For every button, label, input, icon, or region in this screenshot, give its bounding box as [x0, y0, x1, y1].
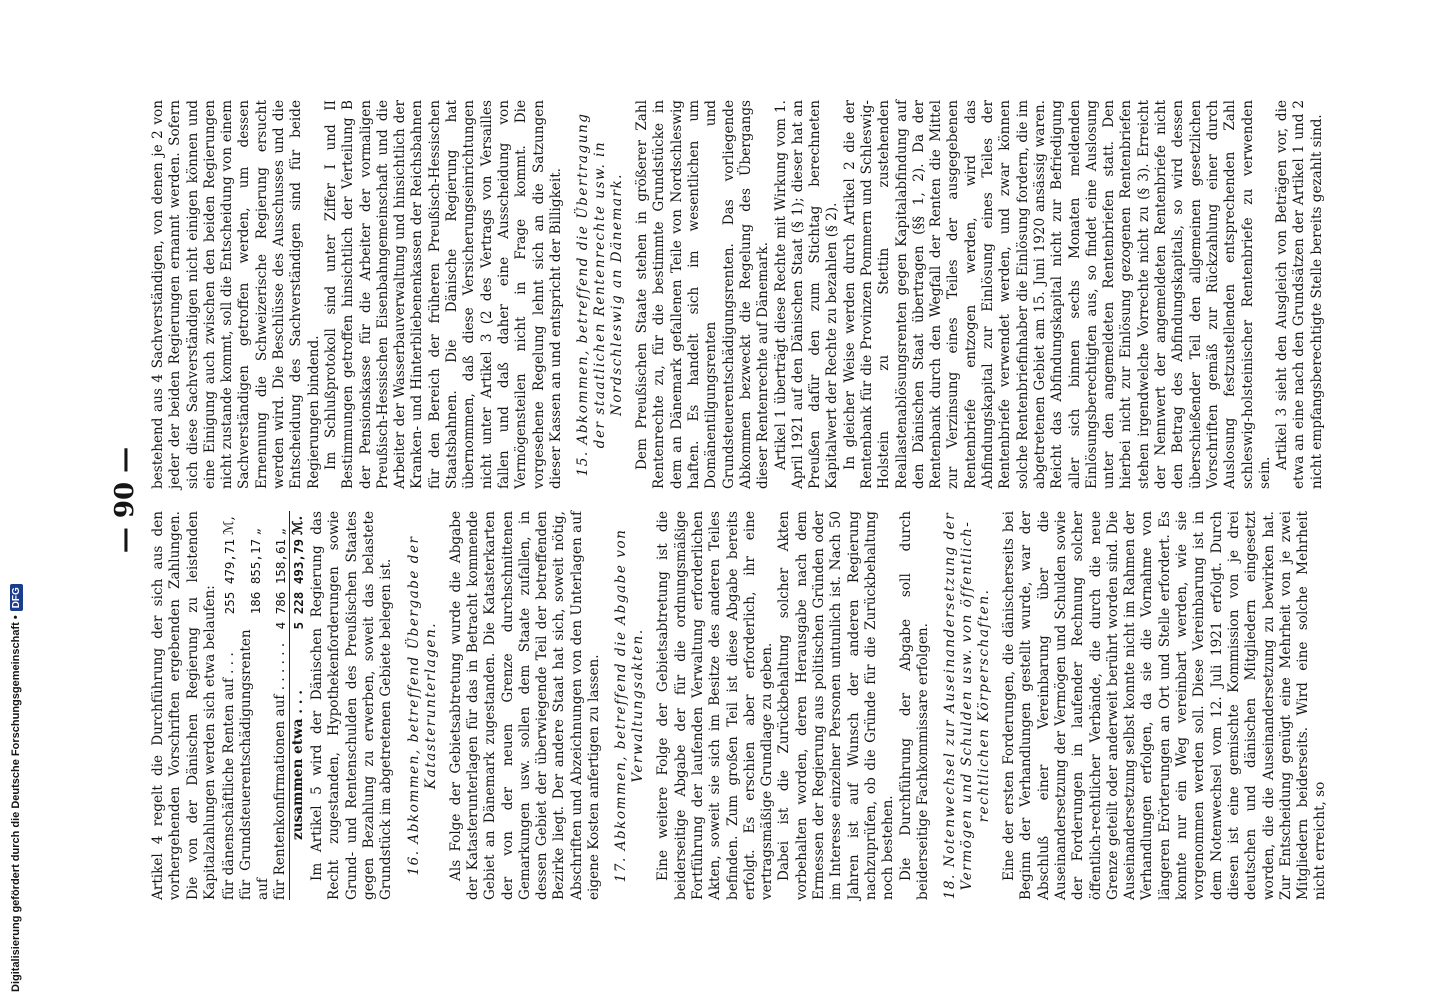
section-title-18: 18. Notenwechsel zur Auseinandersetzung der Vermögen und Schulden usw. von öffentlich-rechtlichen Körperschaften. — [942, 511, 993, 900]
total-unit: ℳ. — [290, 511, 308, 539]
dfg-logo-icon: DFG — [10, 584, 23, 611]
footer-text: Digitalisierung gefördert durch die Deutsche Forschungsgemeinschaft • — [10, 615, 22, 992]
payment-amount: 186 855,17 — [247, 539, 263, 615]
paragraph: In gleicher Weise werden durch Artikel 2 die der Rentenbank für die Provinzen Pommern und Schleswig-Holstein zu Stettin zustehenden Reallastenablösungsrenten gegen Kapitalabfindung auf den Dänischen Staat übertragen (§§ 1, 2). Da der Rentenbank durch den Wegfall der Renten die Mittel zur Verzinsung eines Teiles der ausgegebenen Rentenbriefe entzogen werden, wird das Abfindungskapital zur Einlösung eines Teiles der Rentenbriefe verwendet werden, und zwar können solche Rentenbriefinhaber die Einlösung fordern, die im abgetretenen Gebiet am 15. Juni 1920 ansässig waren. Reicht das Abfindungskapital nicht zur Befriedigung aller sich binnen sechs Monaten meldenden Einlösungsberechtigten aus, so findet eine Auslosung unter den angemeldeten Rentenbriefen statt. Den hierbei nicht zur Einlösung gezogenen Rentenbriefen stehen irgendwelche Vorrechte nicht zu (§ 3). Erreicht der Nennwert der angemeldeten Rentenbriefe nicht den Betrag des Abfindungskapitals, so wird dessen überschießender Teil den allgemeinen gesetzlichen Vorschriften gemäß zur Rückzahlung einer durch Auslosung festzustellenden entsprechenden Zahl schleswig-holsteinischer Rentenbriefe zu verwenden sein. — [841, 100, 1273, 489]
payment-unit: ℳ, — [221, 516, 238, 535]
payment-row — [221, 511, 238, 900]
document-page — [110, 100, 1329, 900]
column-left — [150, 511, 1329, 900]
paragraph: Als Folge der Gebietsabtretung wurde die Abgabe der Katasterunterlagen für das in Betracht kommende Gebiet an Dänemark zugestanden. Die Katasterkarten der von der neuen Grenze durchschnittenen Gemarkungen usw. sollen dem Staate zufallen, in dessen Gebiet der überwiegende Teil der betreffenden Bezirke liegt. Der andere Staat hat sich, soweit nötig, Abschriften und Abzeichnungen von den Unterlagen auf eigene Kosten anfertigen zu lassen. — [447, 511, 603, 900]
paragraph: Im Schlußprotokoll sind unter Ziffer I und II Bestimmungen getroffen hinsichtlich der Verteilung B der Pensionskasse für die Arbeiter der vormaligen Preußisch-Hessischen Eisenbahngemeinschaft und die Arbeiter der Wasserbauverwaltung und hinsichtlich der Kranken- und Hinterbliebenenkassen der Reichsbahnen für den Bereich der früheren Preußisch-Hessischen Staatsbahnen. Die Dänische Regierung hat übernommen, daß diese Versicherungseinrichtungen nicht unter Artikel 3 (2 des Vertrags von Versailles fallen und daß daher eine Ausscheidung von Vermögensteilen nicht in Frage kommt. Die vorgesehene Regelung lehnt sich an die Satzungen dieser Kassen an und entspricht der Billigkeit. — [322, 100, 564, 489]
page-number: — 90 — — [110, 446, 140, 554]
paragraph: Artikel 3 sieht den Ausgleich von Beträgen vor, die etwa an eine nach den Grundsätzen der Artikel 1 und 2 nicht empfangsberechtigte Stelle bereits gezahlt sind. — [1274, 100, 1325, 489]
payment-label: für Grundsteuerentschädigungsrenten auf — [238, 629, 272, 900]
paragraph: Artikel 1 überträgt diese Rechte mit Wirkung vom 1. April 1921 auf den Dänischen Staat (§ 1); dieser hat an Preußen dafür den zum Stichtag berechneten Kapitalwert der Rechte zu bezahlen (§ 2). — [772, 100, 841, 489]
paragraph: Dem Preußischen Staate stehen in größerer Zahl Rentenrechte zu, für die bestimmte Grundstücke in dem an Dänemark gefallenen Teile von Nordschleswig haften. Es handelt sich im wesentlichen um Domänentilgungsrenten und Grundsteuerentschädigungsrenten. Das vorliegende Abkommen bezweckt die Regelung des Übergangs dieser Rentenrechte auf Dänemark. — [634, 100, 772, 489]
payment-unit: „ — [272, 527, 289, 535]
total-label: zusammen etwa . . . — [290, 629, 308, 900]
payment-label: für Rentenkonfirmationen auf . . . . . . — [272, 642, 289, 900]
total-amount: 5 228 493,79 — [291, 539, 307, 630]
payment-amount: 4 786 158,61 — [273, 539, 289, 630]
payment-table — [221, 511, 307, 900]
column-right — [150, 100, 1325, 489]
section-title-16: 16. Abkommen, betreffend Übergabe der Katasterunterlagen. — [405, 535, 439, 876]
paragraph: bestehend aus 4 Sachverständigen, von denen je 2 von jeder der beiden Regierungen ernannt werden. Sofern sich diese Sachverständigen nicht einigen können und eine Einigung auch zwischen den beiden Regierungen nicht zustande kommt, soll die Entscheidung von einem Sachverständigen getroffen werden, um dessen Ernennung die Schweizerische Regierung ersucht werden wird. Die Beschlüsse des Ausschusses und die Entscheidung des Sachverständigen sind für beide Regierungen bindend. — [150, 100, 322, 489]
text-columns — [150, 100, 1329, 900]
payment-total-row — [290, 511, 308, 900]
digitization-footer — [3, 0, 29, 1000]
paragraph: Im Artikel 5 wird der Dänischen Regierung das Recht zugestanden, Hypothekenforderungen sowie Grund- und Rentenschulden des Preußischen Staates gegen Bezahlung zu erwerben, soweit das belastete Grundstück im abgetretenen Gebiete belegen ist. — [309, 511, 395, 900]
payment-row — [238, 511, 272, 900]
paragraph: Die Durchführung der Abgabe soll durch beiderseitige Fachkommissare erfolgen. — [897, 511, 931, 900]
payment-amount: 255 479,71 — [222, 539, 238, 615]
payment-row — [272, 511, 290, 900]
paragraph: Eine der ersten Forderungen, die dänischerseits bei Beginn der Verhandlungen gestellt wurde, war der Abschluß einer Vereinbarung über die Auseinandersetzung der Vermögen und Schulden sowie der Forderungen in laufender Rechnung solcher öffentlich-rechtlicher Verbände, die durch die neue Grenze geteilt oder anderweit berührt worden sind. Die Auseinandersetzung selbst konnte nicht im Rahmen der Verhandlungen erfolgen, da sie die Vornahme von längeren Erörterungen an Ort und Stelle erfordert. Es konnte nur ein Weg vereinbart werden, wie sie vorgenommen werden soll. Diese Vereinbarung ist in dem Notenwechsel vom 12. Juli 1921 erfolgt. Durch diesen ist eine gemischte Kommission von je drei deutschen und dänischen Mitgliedern eingesetzt worden, die die Auseinandersetzung zu bewirken hat. Zur Entscheidung genügt eine Mehrheit von je zwei Mitgliedern beiderseits. Wird eine solche Mehrheit nicht erreicht, so — [1001, 511, 1329, 900]
paragraph: Artikel 4 regelt die Durchführung der sich aus den vorhergehenden Vorschriften ergebenden Zahlungen. Die von der Dänischen Regierung zu leistenden Kapitalzahlungen werden sich etwa belaufen: — [150, 511, 218, 900]
section-title-15: 15. Abkommen, betreffend die Übertragung der staatlichen Rentenrechte usw. in Nordschleswig an Dänemark. — [575, 112, 626, 477]
payment-unit: „ — [246, 527, 263, 535]
section-title-17: 17. Abkommen, betreffend die Abgabe von Verwaltungsakten. — [613, 528, 647, 883]
paragraph: Dabei ist die Zurückbehaltung solcher Akten vorbehalten worden, deren Herausgabe nach dem Ermessen der Regierung aus politischen Gründen oder im Interesse einzelner Personen untunlich ist. Nach 50 Jahren ist auf Wunsch der anderen Regierung nachzuprüfen, ob die Gründe für die Zurückbehaltung noch bestehen. — [776, 511, 897, 900]
paragraph: Eine weitere Folge der Gebietsabtretung ist die beiderseitige Abgabe der für die ordnungsmäßige Fortführung der laufenden Verwaltung erforderlichen Akten, soweit sie sich im Besitze des anderen Teiles befinden. Zum großen Teil ist diese Abgabe bereits erfolgt. Es erschien aber erforderlich, ihr eine vertragsmäßige Grundlage zu geben. — [655, 511, 776, 900]
payment-label: für dänenschäftliche Renten auf . . . — [221, 652, 238, 900]
